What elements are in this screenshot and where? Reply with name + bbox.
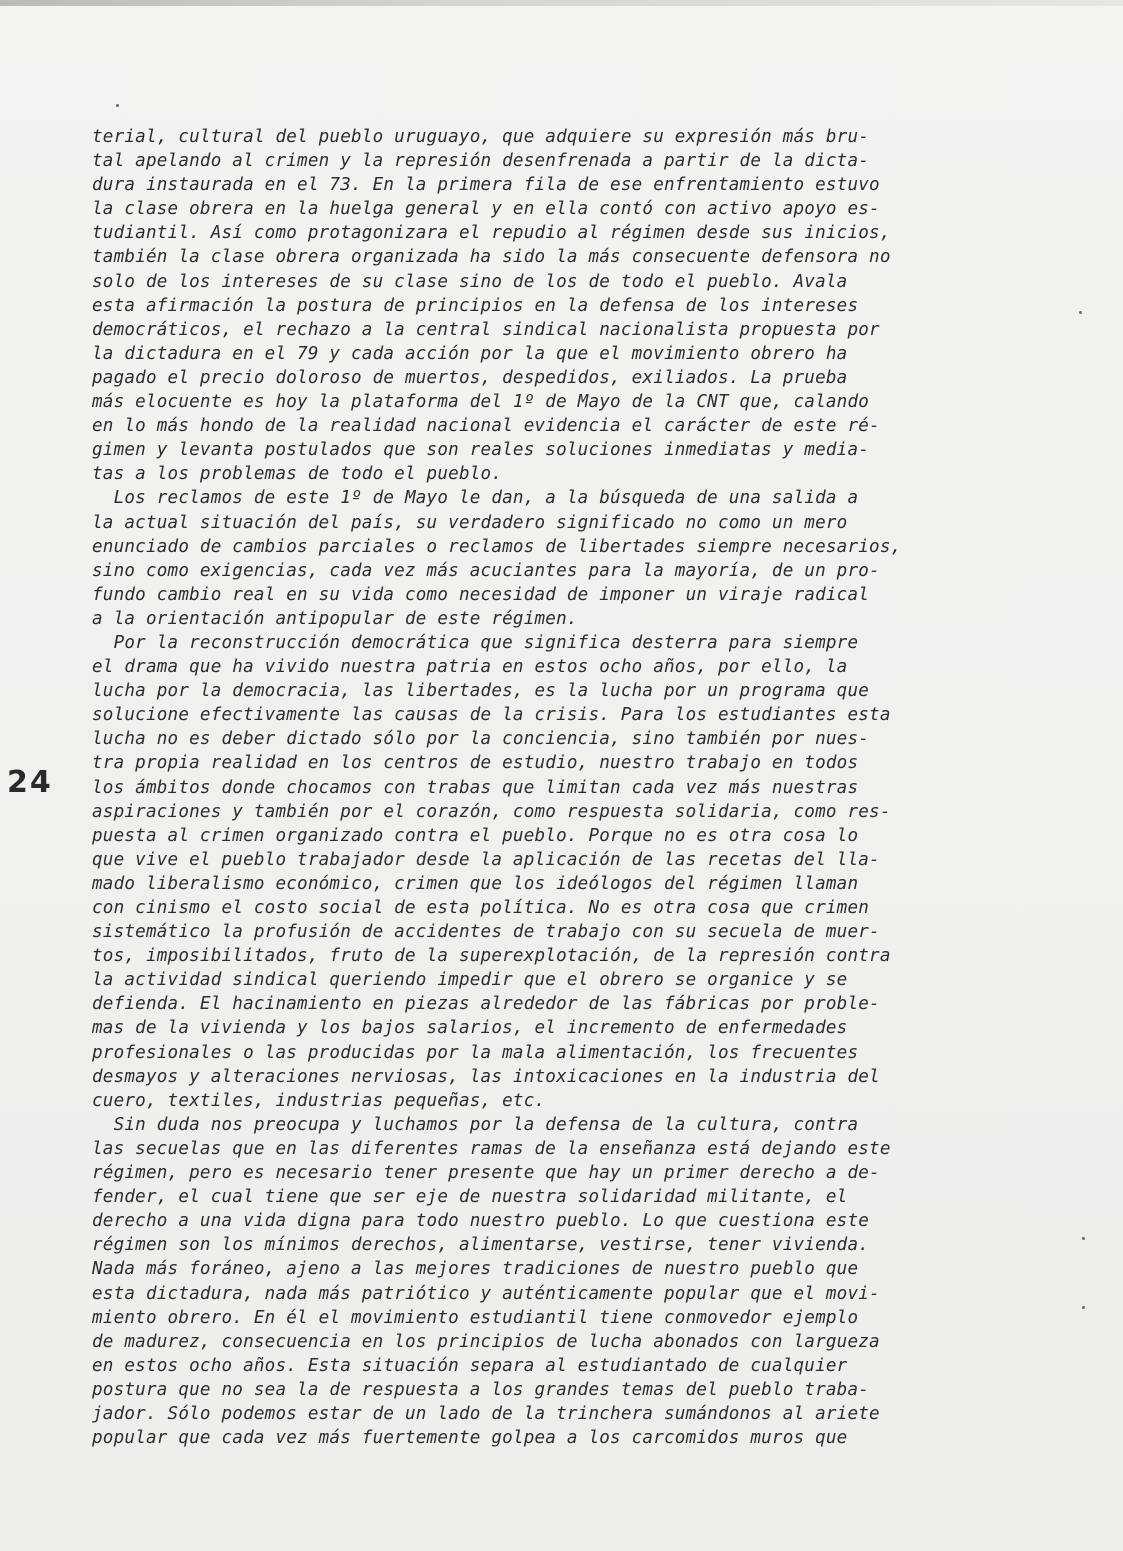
text-line: de madurez, consecuencia en los principios de lucha abonados con largueza xyxy=(92,1331,880,1352)
paper-speck xyxy=(1079,311,1082,314)
text-line: fender, el cual tiene que ser eje de nuestra solidaridad militante, el xyxy=(92,1187,848,1208)
text-line: derecho a una vida digna para todo nuestro pueblo. Lo que cuestiona este xyxy=(92,1211,870,1232)
text-line: tos, imposibilitados, fruto de la superexplotación, de la represión contra xyxy=(92,946,891,967)
page-top-edge xyxy=(0,0,1123,6)
text-line: a la orientación antipopular de este régimen. xyxy=(92,608,578,629)
text-line: en estos ocho años. Esta situación separa al estudiantado de cualquier xyxy=(92,1355,848,1376)
text-line: esta afirmación la postura de principios en la defensa de los intereses xyxy=(92,295,859,316)
text-line: profesionales o las producidas por la mala alimentación, los frecuentes xyxy=(92,1042,859,1063)
text-line: más elocuente es hoy la plataforma del 1º de Mayo de la CNT que, calando xyxy=(92,392,870,413)
text-line: solucione efectivamente las causas de la crisis. Para los estudiantes esta xyxy=(92,705,891,726)
paper-speck xyxy=(1082,1237,1085,1240)
text-line: Sin duda nos preocupa y luchamos por la defensa de la cultura, contra xyxy=(92,1114,859,1135)
text-line: las secuelas que en las diferentes ramas de la enseñanza está dejando este xyxy=(92,1138,891,1159)
paper-speck xyxy=(116,104,119,107)
text-line: sino como exigencias, cada vez más acuciantes para la mayoría, de un pro- xyxy=(92,560,880,581)
text-line: desmayos y alteraciones nerviosas, las intoxicaciones en la industria del xyxy=(92,1066,880,1087)
text-line: mas de la vivienda y los bajos salarios, el incremento de enfermedades xyxy=(92,1018,848,1039)
text-line: en lo más hondo de la realidad nacional evidencia el carácter de este ré- xyxy=(92,416,880,437)
text-line: tudiantil. Así como protagonizara el repudio al régimen desde sus inicios, xyxy=(92,223,891,244)
text-line: miento obrero. En él el movimiento estudiantil tiene conmovedor ejemplo xyxy=(92,1307,859,1328)
text-line: el drama que ha vivido nuestra patria en estos ocho años, por ello, la xyxy=(92,657,848,678)
text-line: terial, cultural del pueblo uruguayo, que adquiere su expresión más bru- xyxy=(92,127,870,147)
text-line: lucha no es deber dictado sólo por la conciencia, sino también por nues- xyxy=(92,729,870,750)
text-line: Los reclamos de este 1º de Mayo le dan, a la búsqueda de una salida a xyxy=(92,488,859,509)
text-line: cuero, textiles, industrias pequeñas, etc. xyxy=(92,1090,546,1111)
text-line: fundo cambio real en su vida como necesidad de imponer un viraje radical xyxy=(92,584,870,605)
text-line: enunciado de cambios parciales o reclamos de libertades siempre necesarios, xyxy=(92,536,902,557)
text-line: popular que cada vez más fuertemente golpea a los carcomidos muros que xyxy=(92,1428,848,1449)
text-line: sistemático la profusión de accidentes de trabajo con su secuela de muer- xyxy=(92,922,880,943)
text-line: puesta al crimen organizado contra el pueblo. Porque no es otra cosa lo xyxy=(92,825,859,846)
text-line: esta dictadura, nada más patriótico y auténticamente popular que el movi- xyxy=(92,1283,880,1304)
text-line: régimen, pero es necesario tener presente que hay un primer derecho a de- xyxy=(92,1163,880,1184)
text-line: dura instaurada en el 73. En la primera fila de ese enfrentamiento estuvo xyxy=(92,175,880,196)
body-text xyxy=(92,125,992,1450)
text-line: Nada más foráneo, ajeno a las mejores tradiciones de nuestro pueblo que xyxy=(92,1259,859,1280)
paper-speck xyxy=(1082,1306,1085,1309)
text-line: tal apelando al crimen y la represión desenfrenada a partir de la dicta- xyxy=(92,151,870,172)
text-line: la clase obrera en la huelga general y en ella contó con activo apoyo es- xyxy=(92,199,880,220)
text-line: tra propia realidad en los centros de estudio, nuestro trabajo en todos xyxy=(92,753,859,774)
text-line: los ámbitos donde chocamos con trabas que limitan cada vez más nuestras xyxy=(92,777,859,798)
text-line: régimen son los mínimos derechos, alimentarse, vestirse, tener vivienda. xyxy=(92,1235,870,1256)
text-line: con cinismo el costo social de esta política. No es otra cosa que crimen xyxy=(92,898,870,918)
text-line: aspiraciones y también por el corazón, como respuesta solidaria, como res- xyxy=(92,801,891,822)
text-line: postura que no sea la de respuesta a los grandes temas del pueblo traba- xyxy=(92,1379,870,1400)
text-line: jador. Sólo podemos estar de un lado de la trinchera sumándonos al ariete xyxy=(92,1403,880,1424)
page-number: 24 xyxy=(7,765,53,800)
text-line: mado liberalismo económico, crimen que los ideólogos del régimen llaman xyxy=(92,873,859,894)
text-line: lucha por la democracia, las libertades, es la lucha por un programa que xyxy=(92,681,870,702)
text-line: Por la reconstrucción democrática que significa desterra para siempre xyxy=(92,632,859,653)
text-line: gimen y levanta postulados que son reales soluciones inmediatas y media- xyxy=(92,440,870,461)
text-line: pagado el precio doloroso de muertos, despedidos, exiliados. La prueba xyxy=(92,367,848,388)
text-line: la actual situación del país, su verdadero significado no como un mero xyxy=(92,512,848,533)
text-line: tas a los problemas de todo el pueblo. xyxy=(92,464,503,485)
text-line: la dictadura en el 79 y cada acción por la que el movimiento obrero ha xyxy=(92,343,848,364)
text-line: solo de los intereses de su clase sino de los de todo el pueblo. Avala xyxy=(92,271,848,292)
text-line: la actividad sindical queriendo impedir que el obrero se organice y se xyxy=(92,970,848,991)
text-line: también la clase obrera organizada ha sido la más consecuente defensora no xyxy=(92,247,891,268)
text-line: democráticos, el rechazo a la central sindical nacionalista propuesta por xyxy=(92,319,880,340)
text-line: que vive el pueblo trabajador desde la aplicación de las recetas del lla- xyxy=(92,849,880,870)
text-line: defienda. El hacinamiento en piezas alrededor de las fábricas por proble- xyxy=(92,994,880,1015)
